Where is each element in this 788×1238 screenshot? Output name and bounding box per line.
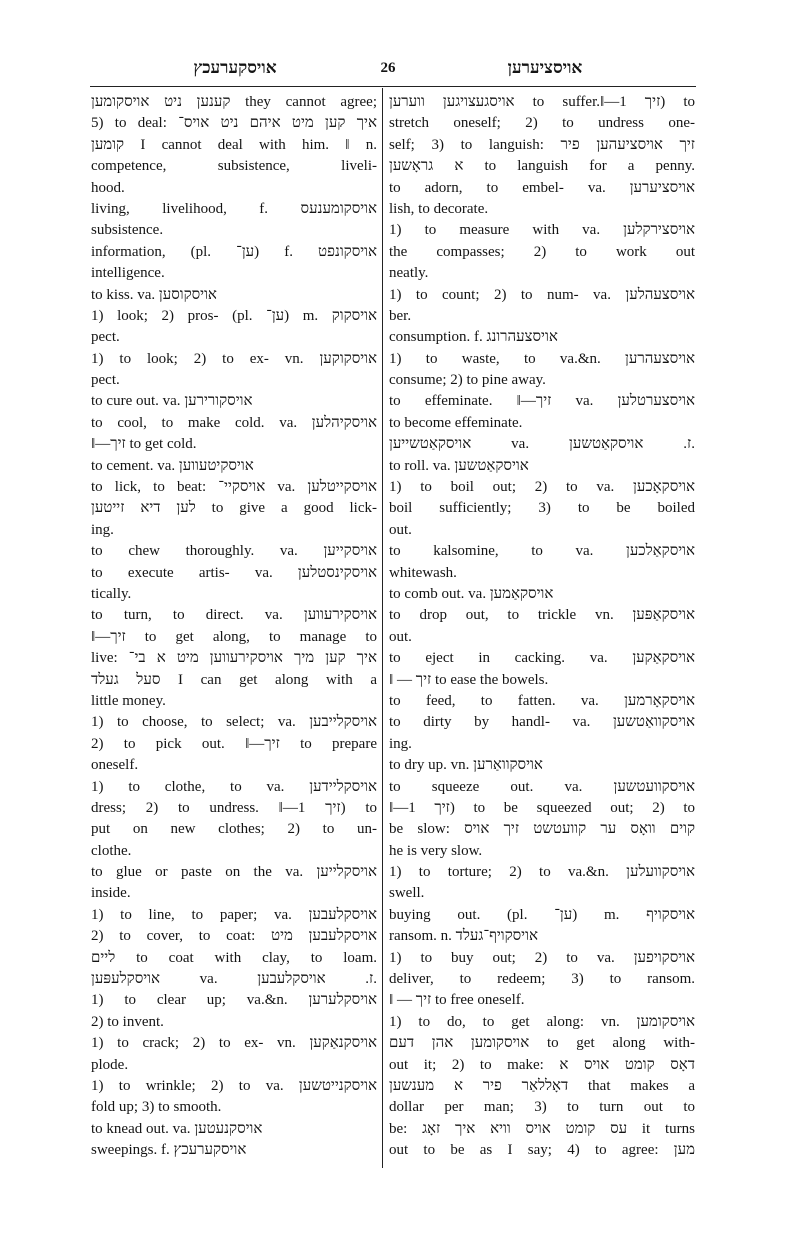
- dictionary-line: stretch oneself; 2) to undress one-: [389, 115, 695, 132]
- dictionary-line: אויסקלעפּען va. ז. אויסקלעבען.: [91, 971, 377, 988]
- dictionary-line: put on new clothes; 2) to un-: [91, 821, 377, 838]
- dictionary-line: information, (pl. ען־) f. אויסקונפט: [91, 243, 377, 260]
- dictionary-line: intelligence.: [91, 265, 165, 282]
- dictionary-line: ליים to coat with clay, to loam.: [91, 949, 377, 966]
- dictionary-line: ransom. n. אויסקויף־געלד: [389, 928, 538, 945]
- dictionary-line: he is very slow.: [389, 842, 483, 859]
- dictionary-line: sweepings. f. אויסקערעכץ: [91, 1142, 247, 1159]
- dictionary-line: lish, to decorate.: [389, 200, 489, 217]
- dictionary-line: to eject in cacking. va. אויסקאַקען: [389, 650, 695, 667]
- dictionary-line: 1) to clear up; va.&n. אויסקלערען: [91, 992, 377, 1009]
- dictionary-line: pect.: [91, 329, 120, 346]
- dictionary-line: little money.: [91, 692, 166, 709]
- dictionary-line: the compasses; 2) to work out: [389, 243, 695, 260]
- dictionary-line: out.: [389, 521, 412, 538]
- dictionary-line: consumption. f. אויסצעהרונג: [389, 329, 558, 346]
- dictionary-line: 2) to cover, to coat: אויסקלעבען מיט: [91, 928, 377, 945]
- dictionary-line: to adorn, to embel- va. אויסציערען: [389, 179, 695, 196]
- dictionary-line: 2) to invent.: [91, 1013, 164, 1030]
- dictionary-line: live: איך קען מיך אויסקירעווען מיט א בי־: [91, 650, 377, 667]
- dictionary-line: to cement. va. אויסקיטעווען: [91, 457, 254, 474]
- dictionary-line: clothe.: [91, 842, 132, 859]
- dictionary-line: to drop out, to trickle vn. אויסקאַפּען: [389, 607, 695, 624]
- dictionary-line: 1) to clothe, to va. אויסקליידען: [91, 778, 377, 795]
- dictionary-line: to kalsomine, to va. אויסקאַלכען: [389, 543, 695, 560]
- dictionary-line: קענען ניט אויסקומען they cannot agree;: [91, 94, 377, 110]
- dictionary-line: 1) to boil out; 2) to va. אויסקאָכען: [389, 479, 695, 496]
- dictionary-line: 1) to look; 2) to ex- vn. אויסקוקען: [91, 350, 377, 367]
- dictionary-line: 1) to line, to paper; va. אויסקלעבען: [91, 906, 377, 923]
- dictionary-line: 2) to pick out. ‖—זיך to prepare: [91, 735, 377, 752]
- dictionary-line: consume; 2) to pine away.: [389, 372, 546, 389]
- dictionary-line: ing.: [91, 521, 114, 538]
- dictionary-line: to effeminate. ‖—זיך va. אויסצערטלען: [389, 393, 695, 410]
- dictionary-line: to become effeminate.: [389, 414, 523, 431]
- dictionary-line: ‖—זיך 1) to be squeezed out; 2) to: [389, 799, 695, 816]
- page-number: 26: [380, 60, 396, 76]
- dictionary-line: out to be as I say; 4) to agree: מען: [389, 1142, 695, 1159]
- dictionary-line: to chew thoroughly. va. אויסקייען: [91, 543, 377, 560]
- dictionary-line: סעל געלד I can get along with a: [91, 671, 377, 688]
- dictionary-line: subsistence.: [91, 222, 164, 239]
- dictionary-line: to feed, to fatten. va. אויסקאָרמען: [389, 692, 695, 709]
- dictionary-line: אויסקאַטשייען va. ז. אויסקאַטשען.: [389, 436, 695, 453]
- dictionary-line: ing.: [389, 735, 412, 752]
- dictionary-line: 1) to count; 2) to num- va. אויסצעהלען: [389, 286, 695, 303]
- right-column: [389, 92, 695, 1162]
- dictionary-line: to cool, to make cold. va. אויסקיהלען: [91, 414, 377, 431]
- dictionary-line: 1) to measure with va. אויסצירקלען: [389, 222, 695, 239]
- dictionary-line: to knead out. va. אויסקנעטען: [91, 1120, 263, 1137]
- dictionary-line: oneself.: [91, 757, 139, 774]
- dictionary-line: out it; 2) to make: דאָס קומט אויס א: [389, 1056, 695, 1073]
- dictionary-line: pect.: [91, 372, 120, 389]
- dictionary-line: לען דיא זייטען to give a good lick-: [91, 500, 377, 517]
- dictionary-line: buying out. (pl. ען־) m. אויסקויף: [389, 906, 695, 923]
- dictionary-line: אויסקומען אהן דעם to get along with-: [389, 1035, 695, 1052]
- running-head-left: אויסקערעכץ: [193, 58, 277, 77]
- dictionary-line: to execute artis- va. אויסקינסטלען: [91, 564, 377, 581]
- dictionary-line: be slow: קוים וואָס ער קוועטשט זיך אויס: [389, 821, 695, 838]
- dictionary-line: ‖—זיך to get along, to manage to: [91, 628, 377, 645]
- dictionary-line: to dry up. vn. אויסקוואַרען: [389, 757, 543, 774]
- dictionary-line: swell.: [389, 885, 425, 902]
- dictionary-line: to dirty by handl- va. אויסקוואַטשען: [389, 714, 695, 731]
- dictionary-line: boil sufficiently; 3) to be boiled: [389, 500, 695, 517]
- dictionary-line: self; 3) to languish: זיך אויסציעהען פיר: [389, 136, 695, 153]
- dictionary-line: 5) to deal: איך קען מיט איהם ניט אויס־: [91, 115, 377, 132]
- dictionary-line: be: עס קומט אויס וויא איך זאָג it turns: [389, 1120, 695, 1137]
- dictionary-line: 1) to wrinkle; 2) to va. אויסקנייטשען: [91, 1077, 377, 1094]
- dictionary-line: to kiss. va. אויסקוסען: [91, 286, 217, 303]
- dictionary-line: 1) to do, to get along: vn. אויסקומען: [389, 1013, 695, 1030]
- dictionary-line: to cure out. va. אויסקורירען: [91, 393, 253, 410]
- dictionary-line: hood.: [91, 179, 125, 196]
- header-rule: [90, 86, 696, 87]
- dictionary-line: אויסגעצויגען ווערען to suffer.‖—זיך 1) to: [389, 94, 695, 110]
- dictionary-line: ‖ — זיך to ease the bowels.: [389, 671, 549, 688]
- dictionary-line: דאָללאַר פיר א מענשען that makes a: [389, 1077, 695, 1094]
- dictionary-line: 1) to torture; 2) to va.&n. אויסקוועלען: [389, 864, 695, 881]
- dictionary-line: dress; 2) to undress. ‖—זיך 1) to: [91, 799, 377, 816]
- dictionary-line: ‖—זיך to get cold.: [91, 436, 197, 453]
- dictionary-line: deliver, to redeem; 3) to ransom.: [389, 971, 695, 988]
- dictionary-line: to comb out. va. אויסקאַמען: [389, 585, 554, 602]
- dictionary-line: 1) to choose, to select; va. אויסקלייבען: [91, 714, 377, 731]
- dictionary-line: 1) look; 2) pros- (pl. ען־) m. אויסקוק: [91, 307, 377, 324]
- dictionary-line: קומען I cannot deal with him. ‖ n.: [91, 136, 377, 153]
- dictionary-line: neatly.: [389, 265, 429, 282]
- dictionary-line: 1) to buy out; 2) to va. אויסקויפען: [389, 949, 695, 966]
- dictionary-line: 1) to crack; 2) to ex- vn. אויסקנאַקען: [91, 1035, 377, 1052]
- dictionary-line: fold up; 3) to smooth.: [91, 1099, 222, 1116]
- dictionary-line: to lick, to beat: אויסקיי־ va. אויסקייטלען: [91, 479, 377, 496]
- dictionary-line: א גראָשען to languish for a penny.: [389, 158, 695, 175]
- running-head-right: אויסציערען: [507, 58, 583, 77]
- dictionary-line: to turn, to direct. va. אויסקירעווען: [91, 607, 377, 624]
- dictionary-line: out.: [389, 628, 412, 645]
- dictionary-line: inside.: [91, 885, 131, 902]
- dictionary-line: to roll. va. אויסקאַטשען: [389, 457, 529, 474]
- dictionary-line: plode.: [91, 1056, 129, 1073]
- dictionary-line: competence, subsistence, liveli-: [91, 158, 377, 175]
- left-column: [91, 92, 377, 1162]
- dictionary-line: dollar per man; 3) to turn out to: [389, 1099, 695, 1116]
- dictionary-line: 1) to waste, to va.&n. אויסצעהרען: [389, 350, 695, 367]
- dictionary-line: ‖ — זיך to free oneself.: [389, 992, 525, 1009]
- dictionary-line: ber.: [389, 307, 412, 324]
- dictionary-line: to glue or paste on the va. אויסקלייען: [91, 864, 377, 881]
- dictionary-line: living, livelihood, f. אויסקומענעס: [91, 200, 377, 217]
- dictionary-line: whitewash.: [389, 564, 457, 581]
- dictionary-line: tically.: [91, 585, 132, 602]
- dictionary-line: to squeeze out. va. אויסקוועטשען: [389, 778, 695, 795]
- column-divider: [382, 88, 383, 1168]
